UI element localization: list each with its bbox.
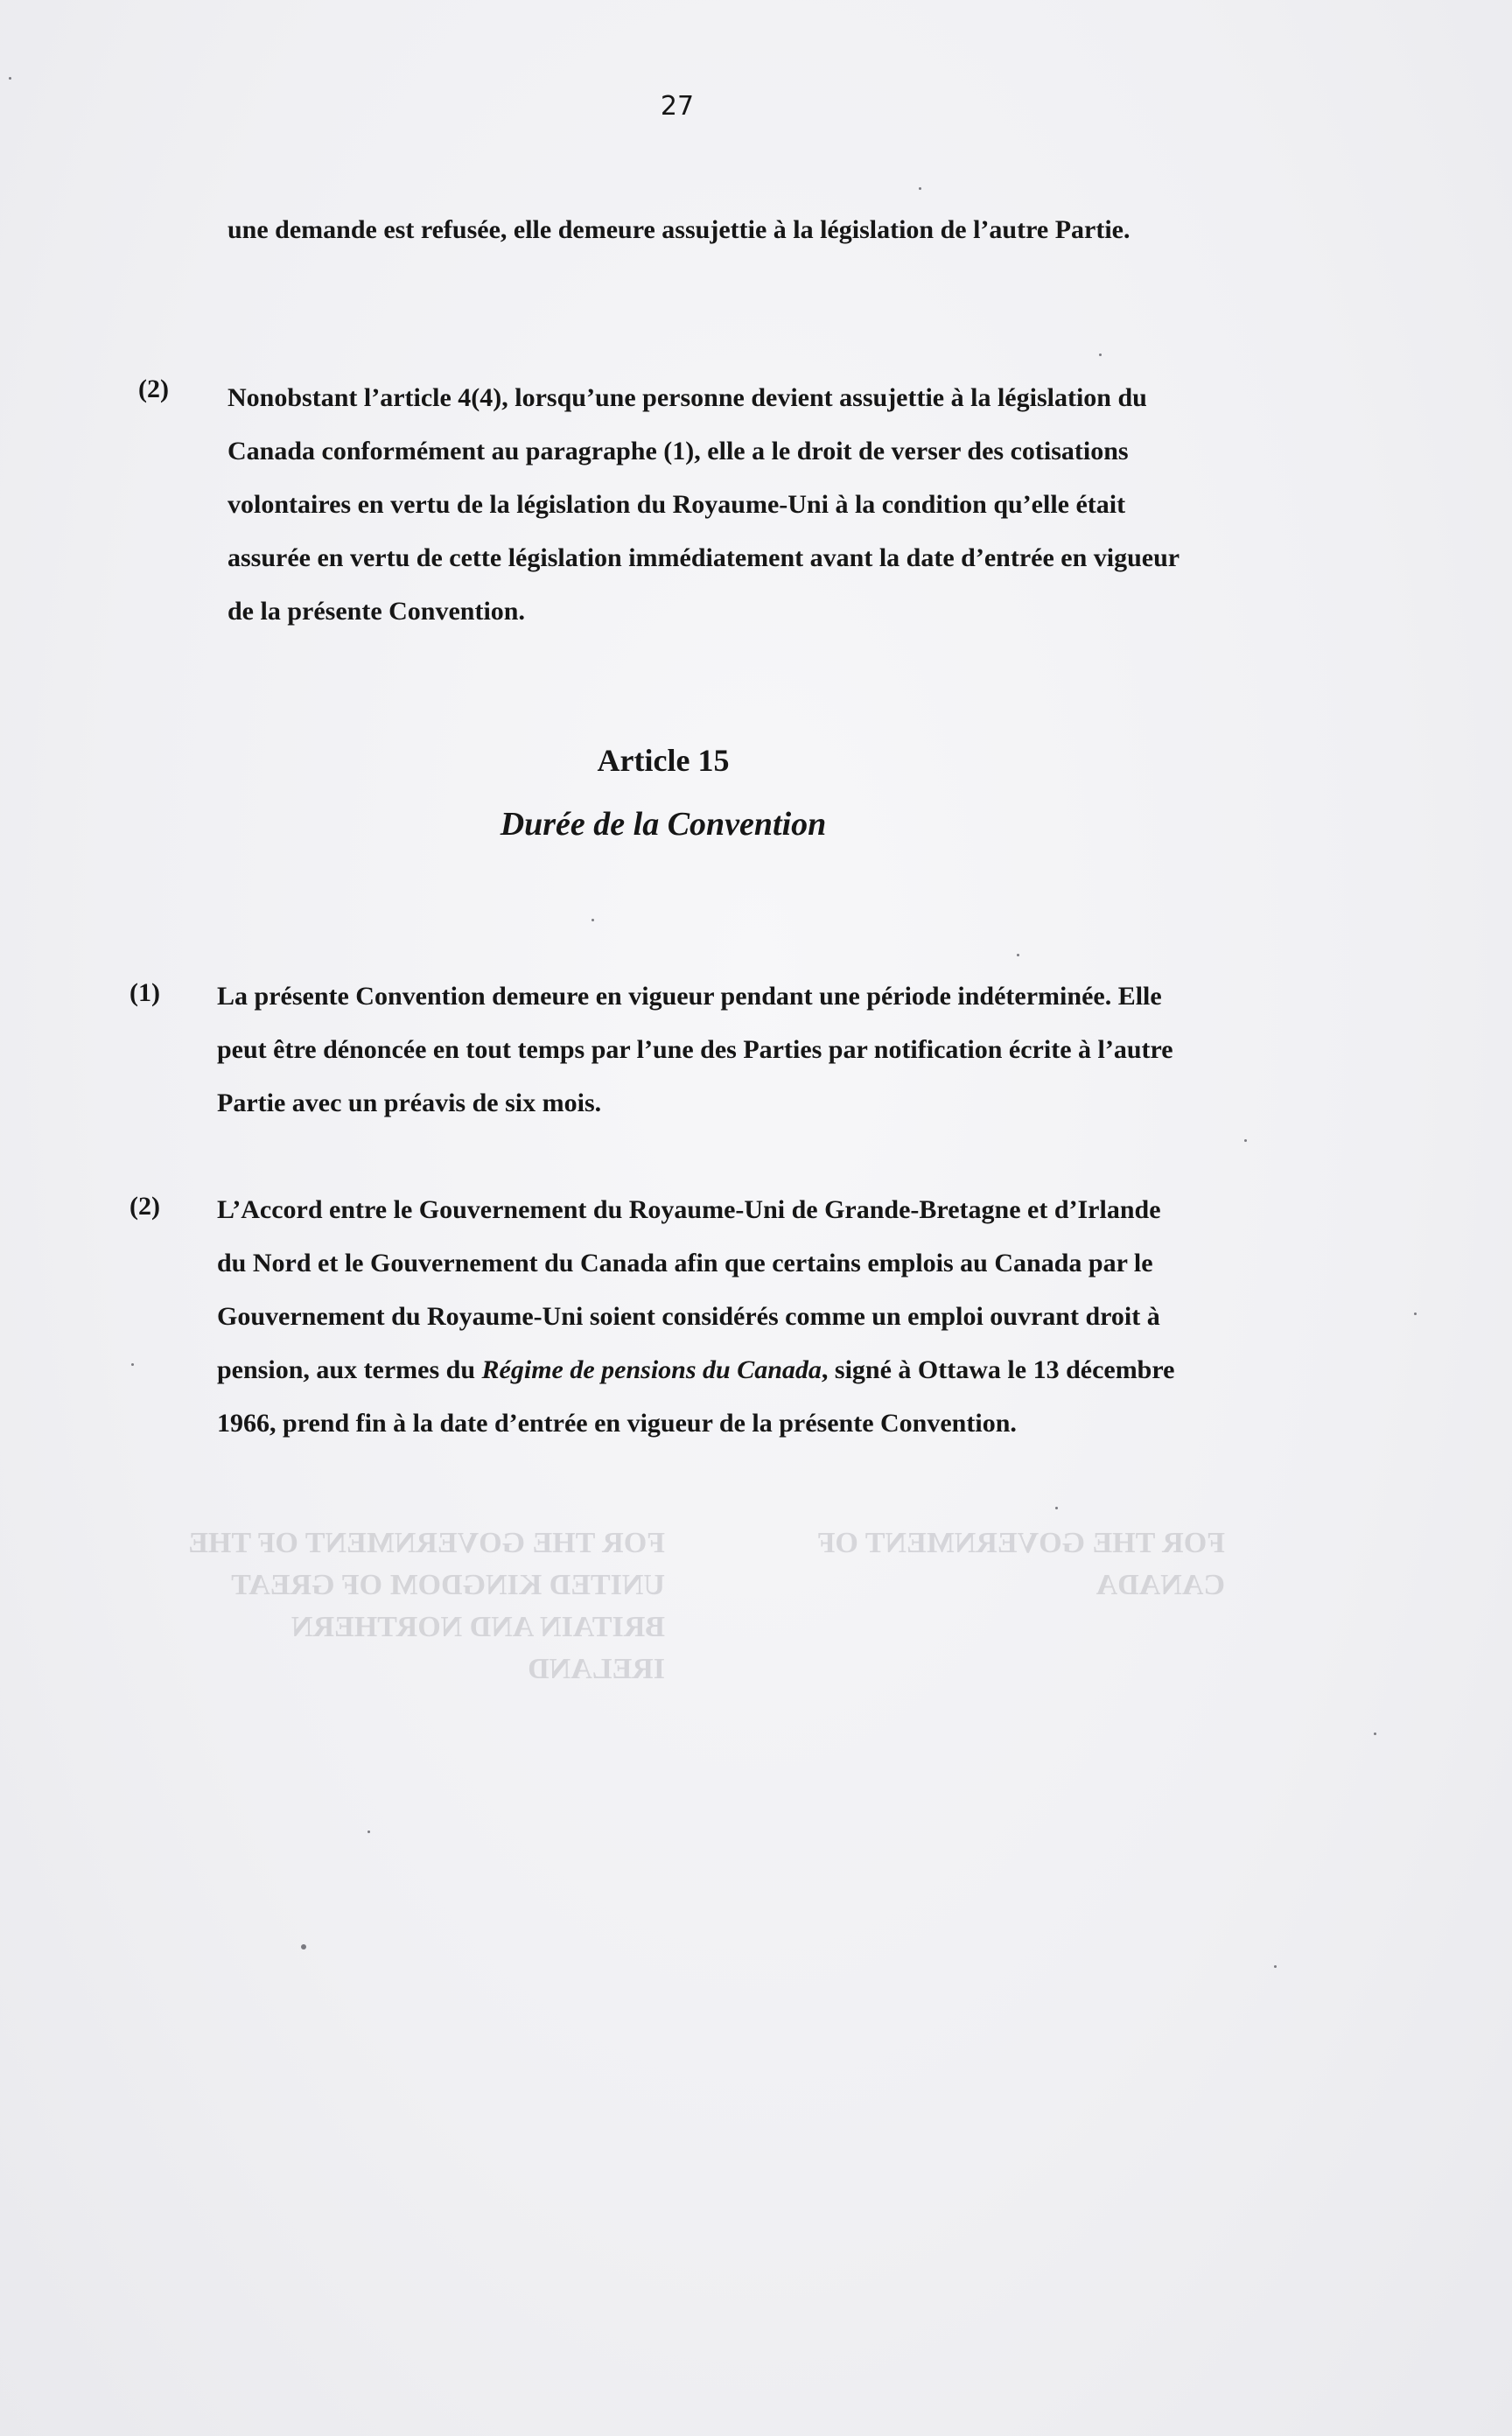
scan-speck (919, 187, 921, 190)
article15-paragraph-1: La présente Convention demeure en vigueur pendant une période indéterminée. Elle peut être dénoncée en tout temps par l’une des Parties par notification écrite à l’autre Partie avec un préavis de six mois. (217, 982, 1173, 1117)
scan-speck (131, 1363, 134, 1366)
scan-speck (1055, 1507, 1058, 1509)
article-title: Article 15 (597, 743, 730, 778)
scan-speck (368, 1830, 370, 1833)
article-subtitle: Durée de la Convention (500, 806, 827, 843)
article15-paragraph-2-text-before: L’Accord entre le Gouvernement du Royaume-Uni de Grande-Bretagne et d’Irlande du Nord et le Gouvernement du Canada afin que certains emplois au Canada par le Gouvernement du Royaume-Uni soient considérés comme un emploi ouvrant droit à pension, aux termes du (217, 1195, 1161, 1384)
paragraph-number-2b: (2) (130, 1192, 160, 1221)
scan-speck (1099, 354, 1102, 356)
article15-paragraph-2-text-after: , signé à Ottawa le 13 décembre 1966, prend fin à la date d’entrée en vigueur de la présente Convention. (217, 1355, 1175, 1438)
bleed-through-uk-block: FOR THE GOVERNMENT OF THE UNITED KINGDOM OF GREAT BRITAIN AND NORTHERN IRELAND (188, 1527, 665, 1685)
scan-speck (1017, 954, 1019, 956)
paragraph-number-2: (2) (138, 374, 169, 403)
scan-speck (1244, 1139, 1247, 1142)
page-number: 27 (660, 91, 695, 122)
article14-paragraph-2: Nonobstant l’article 4(4), lorsqu’une personne devient assujettie à la législation du Canada conformément au paragraphe (1), elle a le droit de verser des cotisations volontaires en vertu de la législation du Royaume-Uni à la condition qu’elle était assurée en vertu de cette législation immédiatement avant la date d’entrée en vigueur de la présente Convention. (228, 383, 1180, 626)
paragraph-number-1: (1) (130, 978, 160, 1007)
scan-speck (1374, 1732, 1376, 1735)
article15-paragraph-2 (217, 1183, 1180, 1450)
scan-speck (1414, 1312, 1417, 1315)
continuation-paragraph: une demande est refusée, elle demeure assujettie à la législation de l’autre Partie. (228, 215, 1130, 244)
bleed-through-canada-block: FOR THE GOVERNMENT OF CANADA (817, 1527, 1225, 1601)
scan-speck (592, 919, 594, 921)
scan-speck (1274, 1965, 1277, 1968)
scan-speck (301, 1944, 306, 1950)
article15-paragraph-2-italic: Régime de pensions du Canada (481, 1355, 822, 1384)
scan-speck (9, 77, 11, 80)
